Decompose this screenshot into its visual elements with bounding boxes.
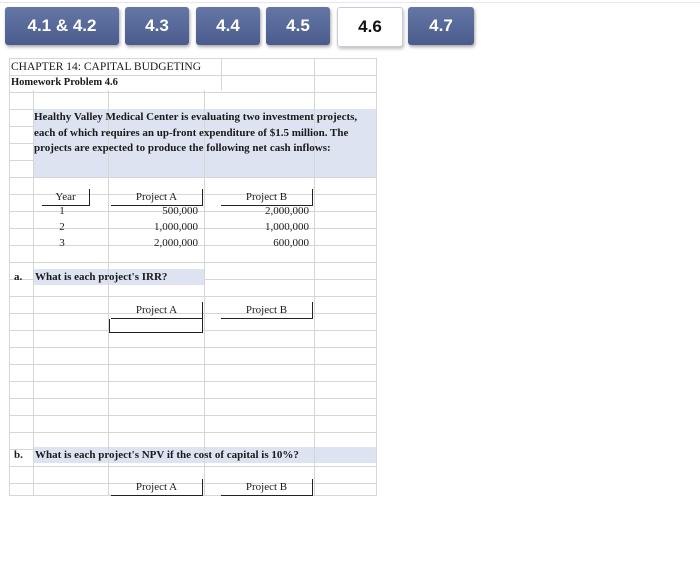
project-a-cash-flow[interactable]: 2,000,000 — [154, 237, 198, 249]
irr-project-a-answer-cell[interactable] — [109, 319, 203, 333]
tab-4-5[interactable]: 4.5 — [266, 7, 330, 45]
problem-description: Healthy Valley Medical Center is evaluating two investment projects, each of which requires an up-front expenditure of $1.5 million. The projects are expected to produce the following net cash inflows: — [34, 111, 358, 154]
tab-4-4[interactable]: 4.4 — [196, 7, 260, 45]
tab-4-6[interactable]: 4.6 — [337, 7, 403, 47]
tab-4-1-4-2[interactable]: 4.1 & 4.2 — [5, 7, 119, 45]
chapter-title: CHAPTER 14: CAPITAL BUDGETING — [11, 61, 201, 73]
part-b-letter: b. — [14, 449, 23, 461]
project-b-cash-flow[interactable]: 600,000 — [273, 237, 309, 249]
problem-title: Homework Problem 4.6 — [11, 77, 118, 88]
title-cell-border — [221, 59, 222, 90]
tab-bar-divider — [0, 2, 700, 3]
spreadsheet[interactable] — [9, 58, 377, 496]
irr-project-a-header: Project A — [111, 302, 203, 319]
project-b-cash-flow[interactable]: 1,000,000 — [265, 221, 309, 233]
project-b-cash-flow[interactable]: 2,000,000 — [265, 205, 309, 217]
year-cell[interactable]: 3 — [59, 237, 65, 249]
project-a-cash-flow[interactable]: 500,000 — [162, 205, 198, 217]
part-a-letter: a. — [14, 271, 23, 283]
project-a-cash-flow[interactable]: 1,000,000 — [154, 221, 198, 233]
project-b-header: Project B — [221, 189, 313, 206]
npv-project-b-header: Project B — [221, 479, 313, 496]
part-b-question: What is each project's NPV if the cost of capital is 10%? — [35, 449, 299, 461]
year-cell[interactable]: 1 — [59, 205, 65, 217]
project-a-header: Project A — [111, 189, 203, 206]
npv-project-a-header: Project A — [111, 479, 203, 496]
year-cell[interactable]: 2 — [59, 221, 65, 233]
part-a-question: What is each project's IRR? — [35, 271, 168, 283]
tab-4-7[interactable]: 4.7 — [408, 7, 474, 45]
year-header: Year — [42, 189, 90, 206]
tab-4-3[interactable]: 4.3 — [125, 7, 189, 45]
sheet-tab-bar — [0, 0, 700, 50]
irr-project-b-header: Project B — [221, 302, 313, 319]
